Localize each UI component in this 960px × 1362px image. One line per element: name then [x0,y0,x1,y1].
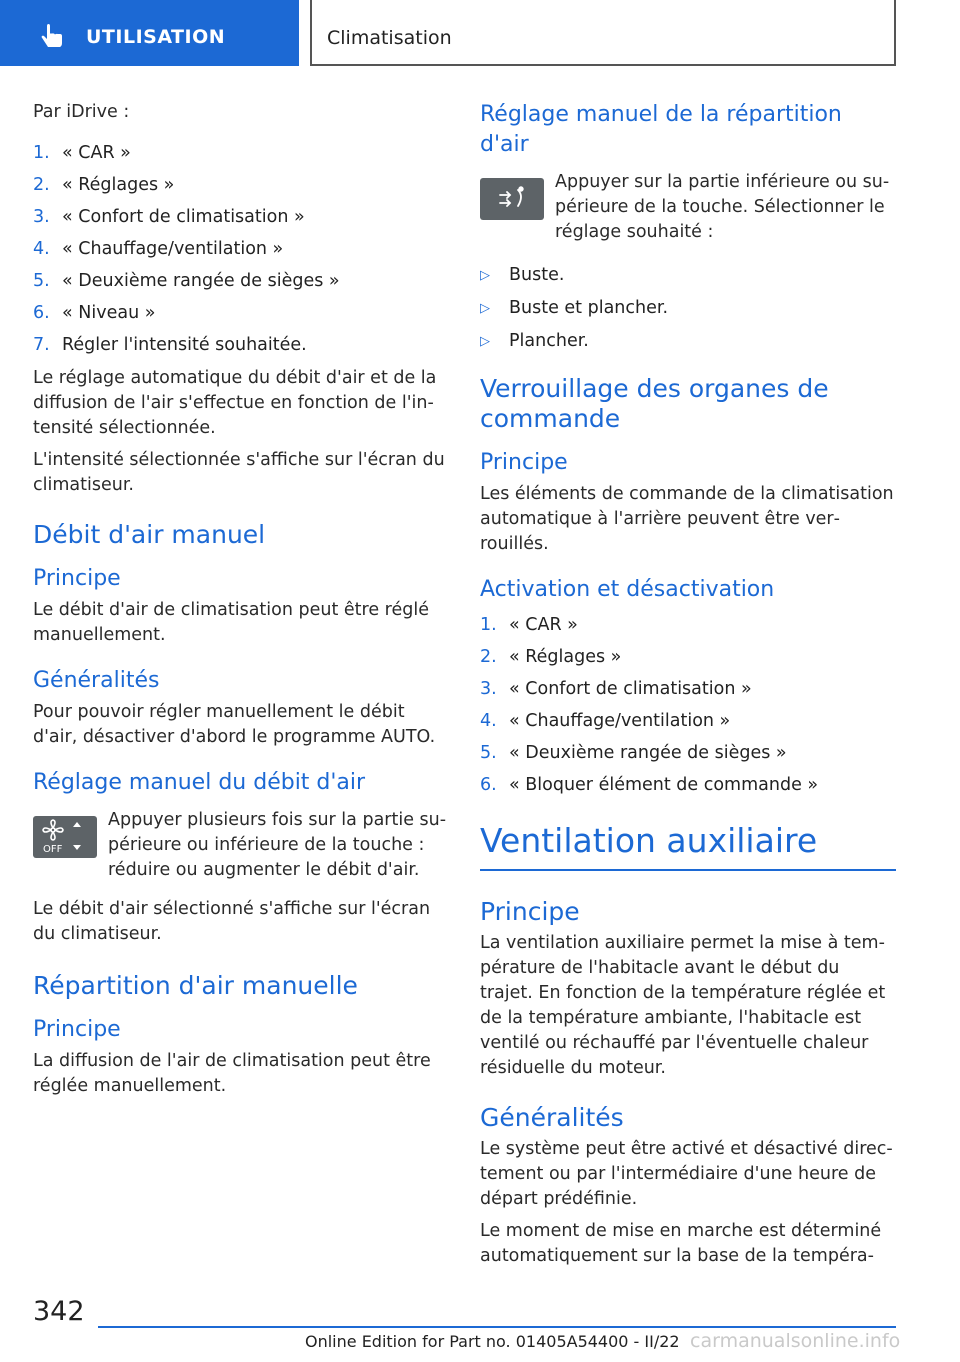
paragraph-generalites: Pour pouvoir régler manuellement le débit d'air, désactiver d'abord le programme AUTO. [33,702,436,747]
list-item: 6. « Bloquer élément de commande » [480,775,819,795]
page-number: 342 [33,1296,85,1327]
left-column [33,92,447,1106]
paragraph-principe-3: Les éléments de commande de la climatisation automatique à l'arrière peuvent être verrouillés. [480,484,894,554]
air-distribution-icon [480,178,544,220]
paragraph-display: L'intensité sélectionnée s'affiche sur l'écran du climatiseur. [33,450,445,495]
section-tab [0,0,299,66]
heading-activation: Activation et désactivation [480,577,775,602]
list-item: 2. « Réglages » [33,175,175,195]
right-column [480,92,896,1276]
list-item: 7. Régler l'intensité souhaitée. [33,335,307,355]
list-item: 5. « Deuxième rangée de sièges » [480,743,787,763]
heading-principe-2: Principe [33,1017,121,1042]
heading-reglage-repartition: Réglage manuel de la répartition d'air [480,102,842,157]
watermark: carmanualsonline.info [690,1330,901,1352]
breadcrumb-label: Climatisation [327,27,452,49]
paragraph-auto: Le réglage automatique du débit d'air et de la diffusion de l'air s'effectue en fonction de l'intensité sélectionnée. [33,368,437,438]
hand-pointer-icon [38,22,68,52]
paragraph-generalites-2a: Le système peut être activé et désactivé directement ou par l'intermédiaire d'une heure de départ prédéfinie. [480,1138,893,1209]
list-item: ▷ Buste. [480,259,896,292]
heading-rule [480,869,896,871]
air-distribution-button-icon [480,178,544,220]
intro-text: Par iDrive : [33,102,130,122]
distribution-options [480,259,896,358]
section-title: UTILISATION [86,26,226,48]
heading-ventilation: Ventilation auxiliaire [480,821,818,860]
paragraph-fan: Appuyer plusieurs fois sur la partie supérieure ou inférieure de la touche : réduire ou augmenter le débit d'air. [108,810,447,880]
paragraph-generalites-2b: Le moment de mise en marche est déterminé automatiquement sur la base de la tempéra- [480,1220,882,1266]
list-item: ▷ Buste et plancher. [480,292,896,325]
fan-button-icon [33,816,97,858]
list-item: 4. « Chauffage/ventilation » [33,239,284,259]
paragraph-fan-display: Le débit d'air sélectionné s'affiche sur l'écran du climatiseur. [33,899,431,944]
heading-generalites-2: Généralités [480,1102,624,1132]
heading-principe-4: Principe [480,896,580,926]
triangle-bullet-icon: ▷ [480,334,490,349]
steps-list-level [33,137,447,361]
list-item: 4. « Chauffage/ventilation » [480,711,731,731]
list-item: 1. « CAR » [33,143,131,163]
breadcrumb [310,0,896,66]
off-label: OFF [43,844,63,855]
paragraph-principe-4: La ventilation auxiliaire permet la mise à température de l'habitacle avant le début du trajet. En fonction de la température réglée et de la température ambiante, l'habitacle est ventilé ou réchauffé par l'éventuelle chaleur résiduelle du moteur. [480,932,886,1078]
paragraph-principe: Le débit d'air de climatisation peut être réglé manuellement. [33,600,429,645]
edition-text: Online Edition for Part no. 01405A54400 - II/22 [305,1332,680,1351]
heading-generalites: Généralités [33,668,160,693]
paragraph-principe-2: La diffusion de l'air de climatisation peut être réglée manuellement. [33,1051,431,1096]
heading-principe-3: Principe [480,450,568,475]
list-item: ▷ Plancher. [480,325,896,358]
heading-verrouillage: Verrouillage des organes de commande [480,374,829,433]
list-item: 6. « Niveau » [33,303,156,323]
triangle-bullet-icon: ▷ [480,268,490,283]
list-item: 1. « CAR » [480,615,578,635]
list-item: 3. « Confort de climatisation » [480,679,752,699]
list-item: 3. « Confort de climatisation » [33,207,305,227]
fan-button-row [33,808,447,883]
footer-rule [98,1326,896,1328]
list-item: 2. « Réglages » [480,647,622,667]
steps-list-lock [480,609,896,801]
triangle-bullet-icon: ▷ [480,301,490,316]
heading-repartition: Répartition d'air manuelle [33,971,358,1000]
list-item: 5. « Deuxième rangée de sièges » [33,271,340,291]
heading-reglage-debit: Réglage manuel du débit d'air [33,770,366,795]
paragraph-distribution: Appuyer sur la partie inférieure ou supérieure de la touche. Sélectionner le réglage souhaité : [555,172,890,242]
distribution-button-row [480,170,896,245]
fan-icon [33,816,97,858]
heading-principe: Principe [33,566,121,591]
heading-debit: Débit d'air manuel [33,520,266,549]
